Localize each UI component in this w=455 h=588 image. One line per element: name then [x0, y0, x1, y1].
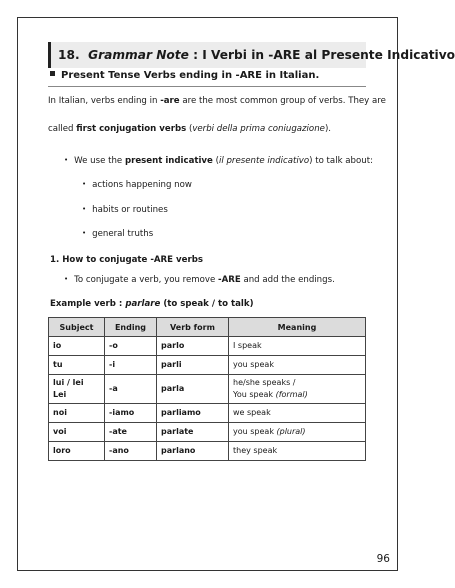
table-row [49, 442, 366, 461]
example-heading: Example verb : parlare (to speak / to talk) [50, 299, 254, 309]
cell-meaning: they speak [229, 442, 366, 461]
usage-item: • actions happening now [82, 180, 192, 190]
conjugation-table [48, 317, 366, 461]
cell-verb: parli [157, 356, 229, 375]
cell-verb: parlano [157, 442, 229, 461]
intro-line-1: In Italian, verbs ending in -are are the most common group of verbs. They are [48, 96, 386, 106]
cell-subject: noi [49, 404, 105, 423]
page-number: 96 [376, 553, 390, 565]
table-row [49, 337, 366, 356]
cell-ending: -a [105, 375, 157, 404]
how-to-heading: 1. How to conjugate -ARE verbs [50, 255, 203, 265]
table-header-row [49, 318, 366, 337]
cell-subject: lui / lei Lei [49, 375, 105, 404]
table-row [49, 423, 366, 442]
section-divider [48, 86, 366, 87]
cell-ending: -ano [105, 442, 157, 461]
cell-verb: parliamo [157, 404, 229, 423]
bullet-icon: • [64, 275, 69, 283]
bullet-icon: • [82, 205, 87, 213]
section-heading: Present Tense Verbs ending in -ARE in Italian. [50, 70, 319, 81]
usage-item: • habits or routines [82, 205, 168, 215]
cell-ending: -iamo [105, 404, 157, 423]
usage-item: • general truths [82, 229, 154, 239]
col-header-meaning: Meaning [229, 318, 366, 337]
col-header-verb-form: Verb form [157, 318, 229, 337]
title-text: : I Verbi in -ARE al Presente Indicativo [193, 48, 455, 62]
col-header-subject: Subject [49, 318, 105, 337]
cell-ending: -i [105, 356, 157, 375]
page-title [48, 42, 455, 68]
table-row [49, 375, 366, 404]
title-label: Grammar Note [88, 48, 189, 62]
usage-bullet: • We use the present indicative (il presente indicativo) to talk about: [64, 156, 373, 166]
cell-subject: io [49, 337, 105, 356]
cell-subject: loro [49, 442, 105, 461]
cell-meaning: we speak [229, 404, 366, 423]
cell-ending: -o [105, 337, 157, 356]
cell-verb: parlo [157, 337, 229, 356]
cell-meaning: you speak (plural) [229, 423, 366, 442]
cell-subject: tu [49, 356, 105, 375]
col-header-ending: Ending [105, 318, 157, 337]
square-bullet-icon [50, 71, 55, 76]
cell-meaning: he/she speaks / You speak (formal) [229, 375, 366, 404]
table-row [49, 356, 366, 375]
bullet-icon: • [82, 180, 87, 188]
bullet-icon: • [64, 156, 69, 164]
bullet-icon: • [82, 229, 87, 237]
intro-line-2: called first conjugation verbs (verbi della prima coniugazione). [48, 124, 332, 134]
cell-subject: voi [49, 423, 105, 442]
table-row [49, 404, 366, 423]
title-number: 18. [58, 48, 80, 62]
cell-ending: -ate [105, 423, 157, 442]
cell-meaning: you speak [229, 356, 366, 375]
how-to-bullet: • To conjugate a verb, you remove -ARE and add the endings. [64, 275, 335, 285]
cell-verb: parlate [157, 423, 229, 442]
cell-meaning: I speak [229, 337, 366, 356]
cell-verb: parla [157, 375, 229, 404]
